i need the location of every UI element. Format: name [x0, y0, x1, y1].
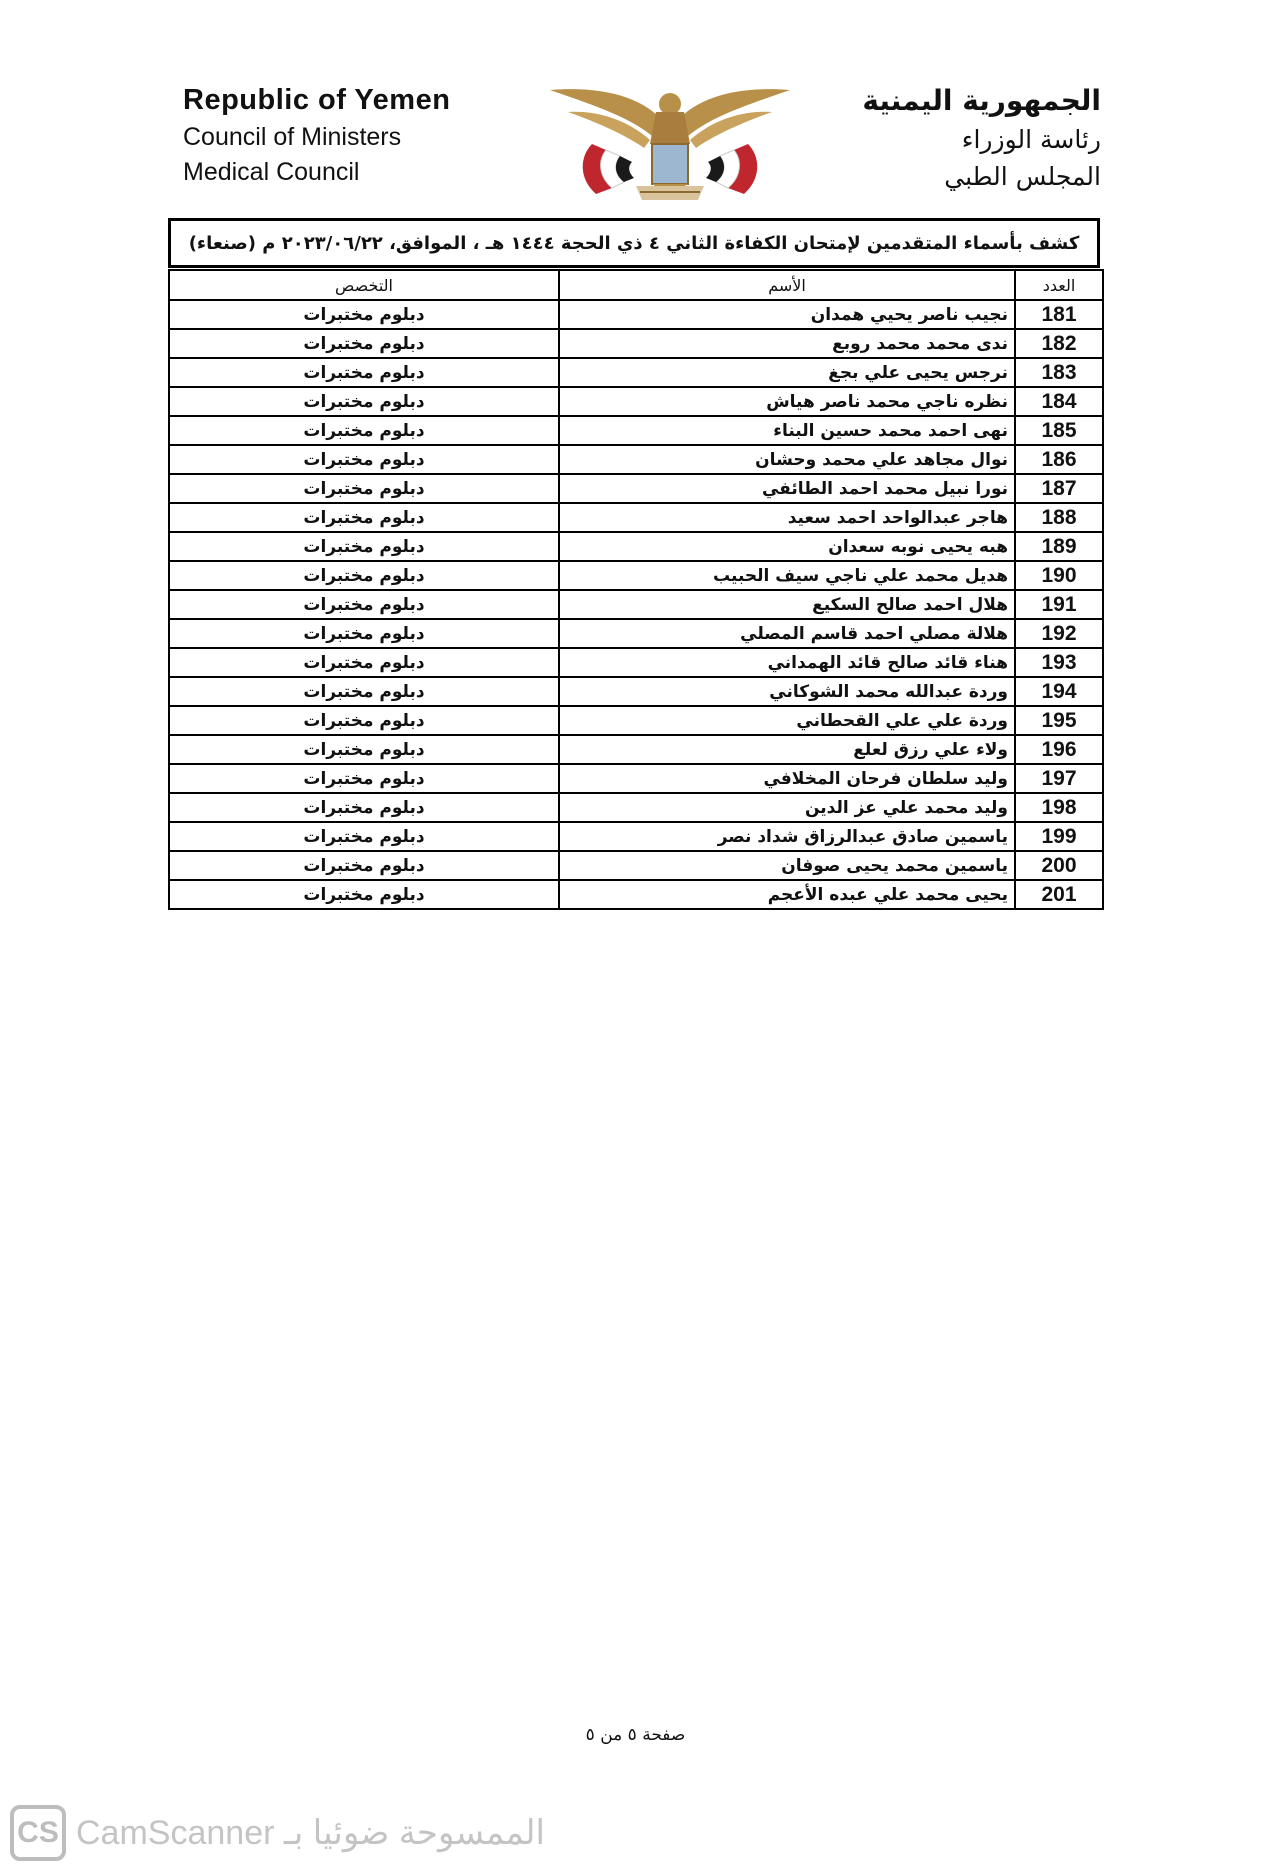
row-number: 192 — [1015, 619, 1103, 648]
row-specialty: دبلوم مختبرات — [169, 445, 559, 474]
row-name: هلال احمد صالح السكيع — [559, 590, 1015, 619]
row-number: 197 — [1015, 764, 1103, 793]
table-row — [169, 880, 1103, 909]
row-name: هلالة مصلي احمد قاسم المصلي — [559, 619, 1015, 648]
watermark-text: الممسوحة ضوئيا بـ CamScanner — [76, 1814, 545, 1852]
row-name: ولاء علي رزق لعلع — [559, 735, 1015, 764]
row-name: هاجر عبدالواحد احمد سعيد — [559, 503, 1015, 532]
row-name: وردة عبدالله محمد الشوكاني — [559, 677, 1015, 706]
row-specialty: دبلوم مختبرات — [169, 822, 559, 851]
row-number: 198 — [1015, 793, 1103, 822]
row-name: وليد محمد علي عز الدين — [559, 793, 1015, 822]
table-row — [169, 561, 1103, 590]
row-number: 190 — [1015, 561, 1103, 590]
row-specialty: دبلوم مختبرات — [169, 735, 559, 764]
document-title-box — [168, 218, 1100, 268]
row-number: 181 — [1015, 300, 1103, 329]
table-header-row — [169, 270, 1103, 300]
header-specialty: التخصص — [169, 270, 559, 300]
table-row — [169, 648, 1103, 677]
row-name: وردة علي علي القحطاني — [559, 706, 1015, 735]
row-specialty: دبلوم مختبرات — [169, 300, 559, 329]
row-name: نوال مجاهد علي محمد وحشان — [559, 445, 1015, 474]
table-row — [169, 793, 1103, 822]
row-name: نهى احمد محمد حسين البناء — [559, 416, 1015, 445]
row-number: 194 — [1015, 677, 1103, 706]
row-number: 193 — [1015, 648, 1103, 677]
row-specialty: دبلوم مختبرات — [169, 503, 559, 532]
table-row — [169, 329, 1103, 358]
table-row — [169, 590, 1103, 619]
row-number: 182 — [1015, 329, 1103, 358]
row-name: يحيى محمد علي عبده الأعجم — [559, 880, 1015, 909]
table-row — [169, 387, 1103, 416]
header-arabic — [862, 84, 1101, 191]
table-row — [169, 503, 1103, 532]
row-specialty: دبلوم مختبرات — [169, 851, 559, 880]
row-specialty: دبلوم مختبرات — [169, 793, 559, 822]
row-specialty: دبلوم مختبرات — [169, 619, 559, 648]
table-row — [169, 735, 1103, 764]
row-number: 187 — [1015, 474, 1103, 503]
row-name: نجيب ناصر يحيي همدان — [559, 300, 1015, 329]
row-specialty: دبلوم مختبرات — [169, 706, 559, 735]
row-name: ياسمين محمد يحيى صوفان — [559, 851, 1015, 880]
row-name: وليد سلطان فرحان المخلافي — [559, 764, 1015, 793]
table-row — [169, 358, 1103, 387]
camscanner-watermark — [10, 1805, 545, 1861]
yemen-eagle-emblem-icon — [540, 82, 800, 207]
row-number: 189 — [1015, 532, 1103, 561]
row-specialty: دبلوم مختبرات — [169, 590, 559, 619]
row-name: نورا نبيل محمد احمد الطائفي — [559, 474, 1015, 503]
row-specialty: دبلوم مختبرات — [169, 764, 559, 793]
camscanner-logo-icon: CS — [10, 1805, 66, 1861]
table-row — [169, 445, 1103, 474]
row-number: 199 — [1015, 822, 1103, 851]
header-name: الأسم — [559, 270, 1015, 300]
row-number: 200 — [1015, 851, 1103, 880]
row-specialty: دبلوم مختبرات — [169, 474, 559, 503]
country-name-en: Republic of Yemen — [183, 84, 451, 116]
row-number: 195 — [1015, 706, 1103, 735]
council-name-ar: المجلس الطبي — [944, 162, 1101, 191]
header-english — [183, 84, 450, 187]
row-name: هديل محمد علي ناجي سيف الحبيب — [559, 561, 1015, 590]
applicants-table — [168, 269, 1104, 910]
table-row — [169, 677, 1103, 706]
page-number: صفحة ٥ من ٥ — [585, 1725, 686, 1745]
row-name: نرجس يحيى علي بجغ — [559, 358, 1015, 387]
row-number: 184 — [1015, 387, 1103, 416]
table-row — [169, 822, 1103, 851]
row-number: 191 — [1015, 590, 1103, 619]
table-row — [169, 300, 1103, 329]
row-specialty: دبلوم مختبرات — [169, 648, 559, 677]
ministry-name-ar: رئاسة الوزراء — [961, 125, 1101, 154]
table-row — [169, 706, 1103, 735]
row-name: نظره ناجي محمد ناصر هياش — [559, 387, 1015, 416]
table-row — [169, 474, 1103, 503]
row-specialty: دبلوم مختبرات — [169, 677, 559, 706]
row-number: 186 — [1015, 445, 1103, 474]
row-number: 196 — [1015, 735, 1103, 764]
row-specialty: دبلوم مختبرات — [169, 416, 559, 445]
row-number: 188 — [1015, 503, 1103, 532]
row-specialty: دبلوم مختبرات — [169, 561, 559, 590]
row-number: 201 — [1015, 880, 1103, 909]
document-title: كشف بأسماء المتقدمين لإمتحان الكفاءة الثاني ٤ ذي الحجة ١٤٤٤ هـ ، الموافق، ٢٠٢٣/٠٦/٢٢ م (صنعاء) — [188, 232, 1080, 254]
table-row — [169, 532, 1103, 561]
row-name: ياسمين صادق عبدالرزاق شداد نصر — [559, 822, 1015, 851]
ministry-name-en: Council of Ministers — [183, 123, 402, 151]
row-name: هناء قائد صالح قائد الهمداني — [559, 648, 1015, 677]
table-row — [169, 851, 1103, 880]
row-specialty: دبلوم مختبرات — [169, 358, 559, 387]
row-specialty: دبلوم مختبرات — [169, 880, 559, 909]
table-row — [169, 764, 1103, 793]
row-name: هبه يحيى نوبه سعدان — [559, 532, 1015, 561]
row-specialty: دبلوم مختبرات — [169, 329, 559, 358]
council-name-en: Medical Council — [183, 158, 360, 186]
row-name: ندى محمد محمد روبع — [559, 329, 1015, 358]
row-specialty: دبلوم مختبرات — [169, 387, 559, 416]
row-specialty: دبلوم مختبرات — [169, 532, 559, 561]
row-number: 183 — [1015, 358, 1103, 387]
table-row — [169, 619, 1103, 648]
row-number: 185 — [1015, 416, 1103, 445]
country-name-ar: الجمهورية اليمنية — [862, 84, 1101, 117]
header-number: العدد — [1015, 270, 1103, 300]
table-row — [169, 416, 1103, 445]
